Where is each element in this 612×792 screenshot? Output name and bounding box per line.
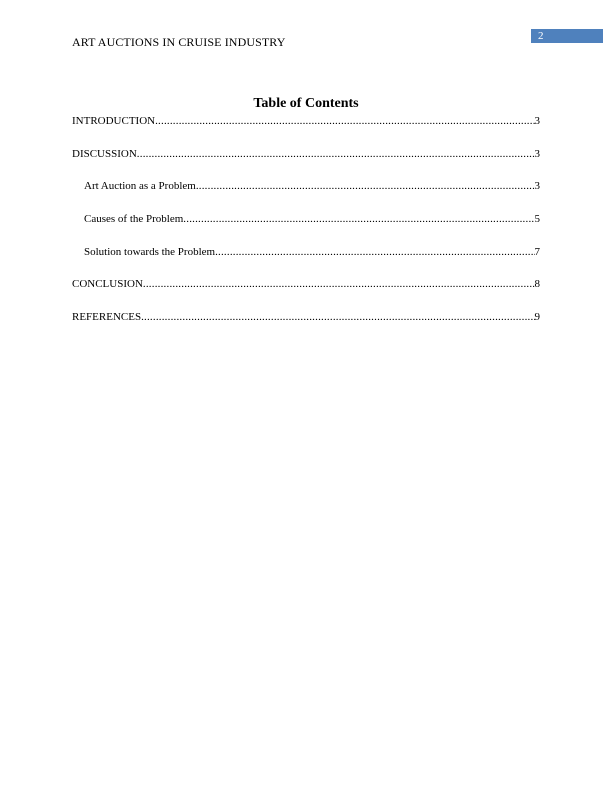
toc-entry-page: 9: [534, 311, 540, 323]
toc-entry-solution-problem[interactable]: [84, 245, 540, 259]
toc-dot-leader: [196, 179, 535, 193]
toc-entry-art-auction-problem[interactable]: [84, 179, 540, 193]
toc-dot-leader: [143, 277, 535, 291]
toc-entry-page: 7: [534, 246, 540, 258]
toc-entry-label: Art Auction as a Problem: [84, 180, 196, 192]
toc-entry-label: DISCUSSION: [72, 148, 137, 160]
toc-entry-page: 3: [534, 115, 540, 127]
toc-dot-leader: [141, 310, 534, 324]
toc-entry-page: 3: [534, 148, 540, 160]
toc-entry-label: CONCLUSION: [72, 278, 143, 290]
toc-entry-conclusion[interactable]: [72, 277, 540, 291]
toc-dot-leader: [183, 212, 534, 226]
toc-entry-references[interactable]: [72, 310, 540, 324]
toc-dot-leader: [155, 114, 534, 128]
toc-entry-page: 8: [534, 278, 540, 290]
toc-entry-causes-problem[interactable]: [84, 212, 540, 226]
toc-entry-page: 3: [534, 180, 540, 192]
toc-entry-label: INTRODUCTION: [72, 115, 156, 127]
toc-entry-discussion[interactable]: [72, 147, 540, 161]
toc-entry-label: Solution towards the Problem: [84, 246, 216, 258]
toc-entry-page: 5: [534, 213, 540, 225]
toc-entry-label: REFERENCES: [72, 311, 142, 323]
toc-title: Table of Contents: [253, 96, 359, 111]
toc-dot-leader: [215, 245, 534, 259]
page-number-badge: 2: [531, 29, 603, 43]
toc-entry-introduction[interactable]: [72, 114, 540, 128]
toc-dot-leader: [137, 147, 535, 161]
running-head: ART AUCTIONS IN CRUISE INDUSTRY: [72, 35, 286, 49]
toc-entry-label: Causes of the Problem: [84, 213, 184, 225]
